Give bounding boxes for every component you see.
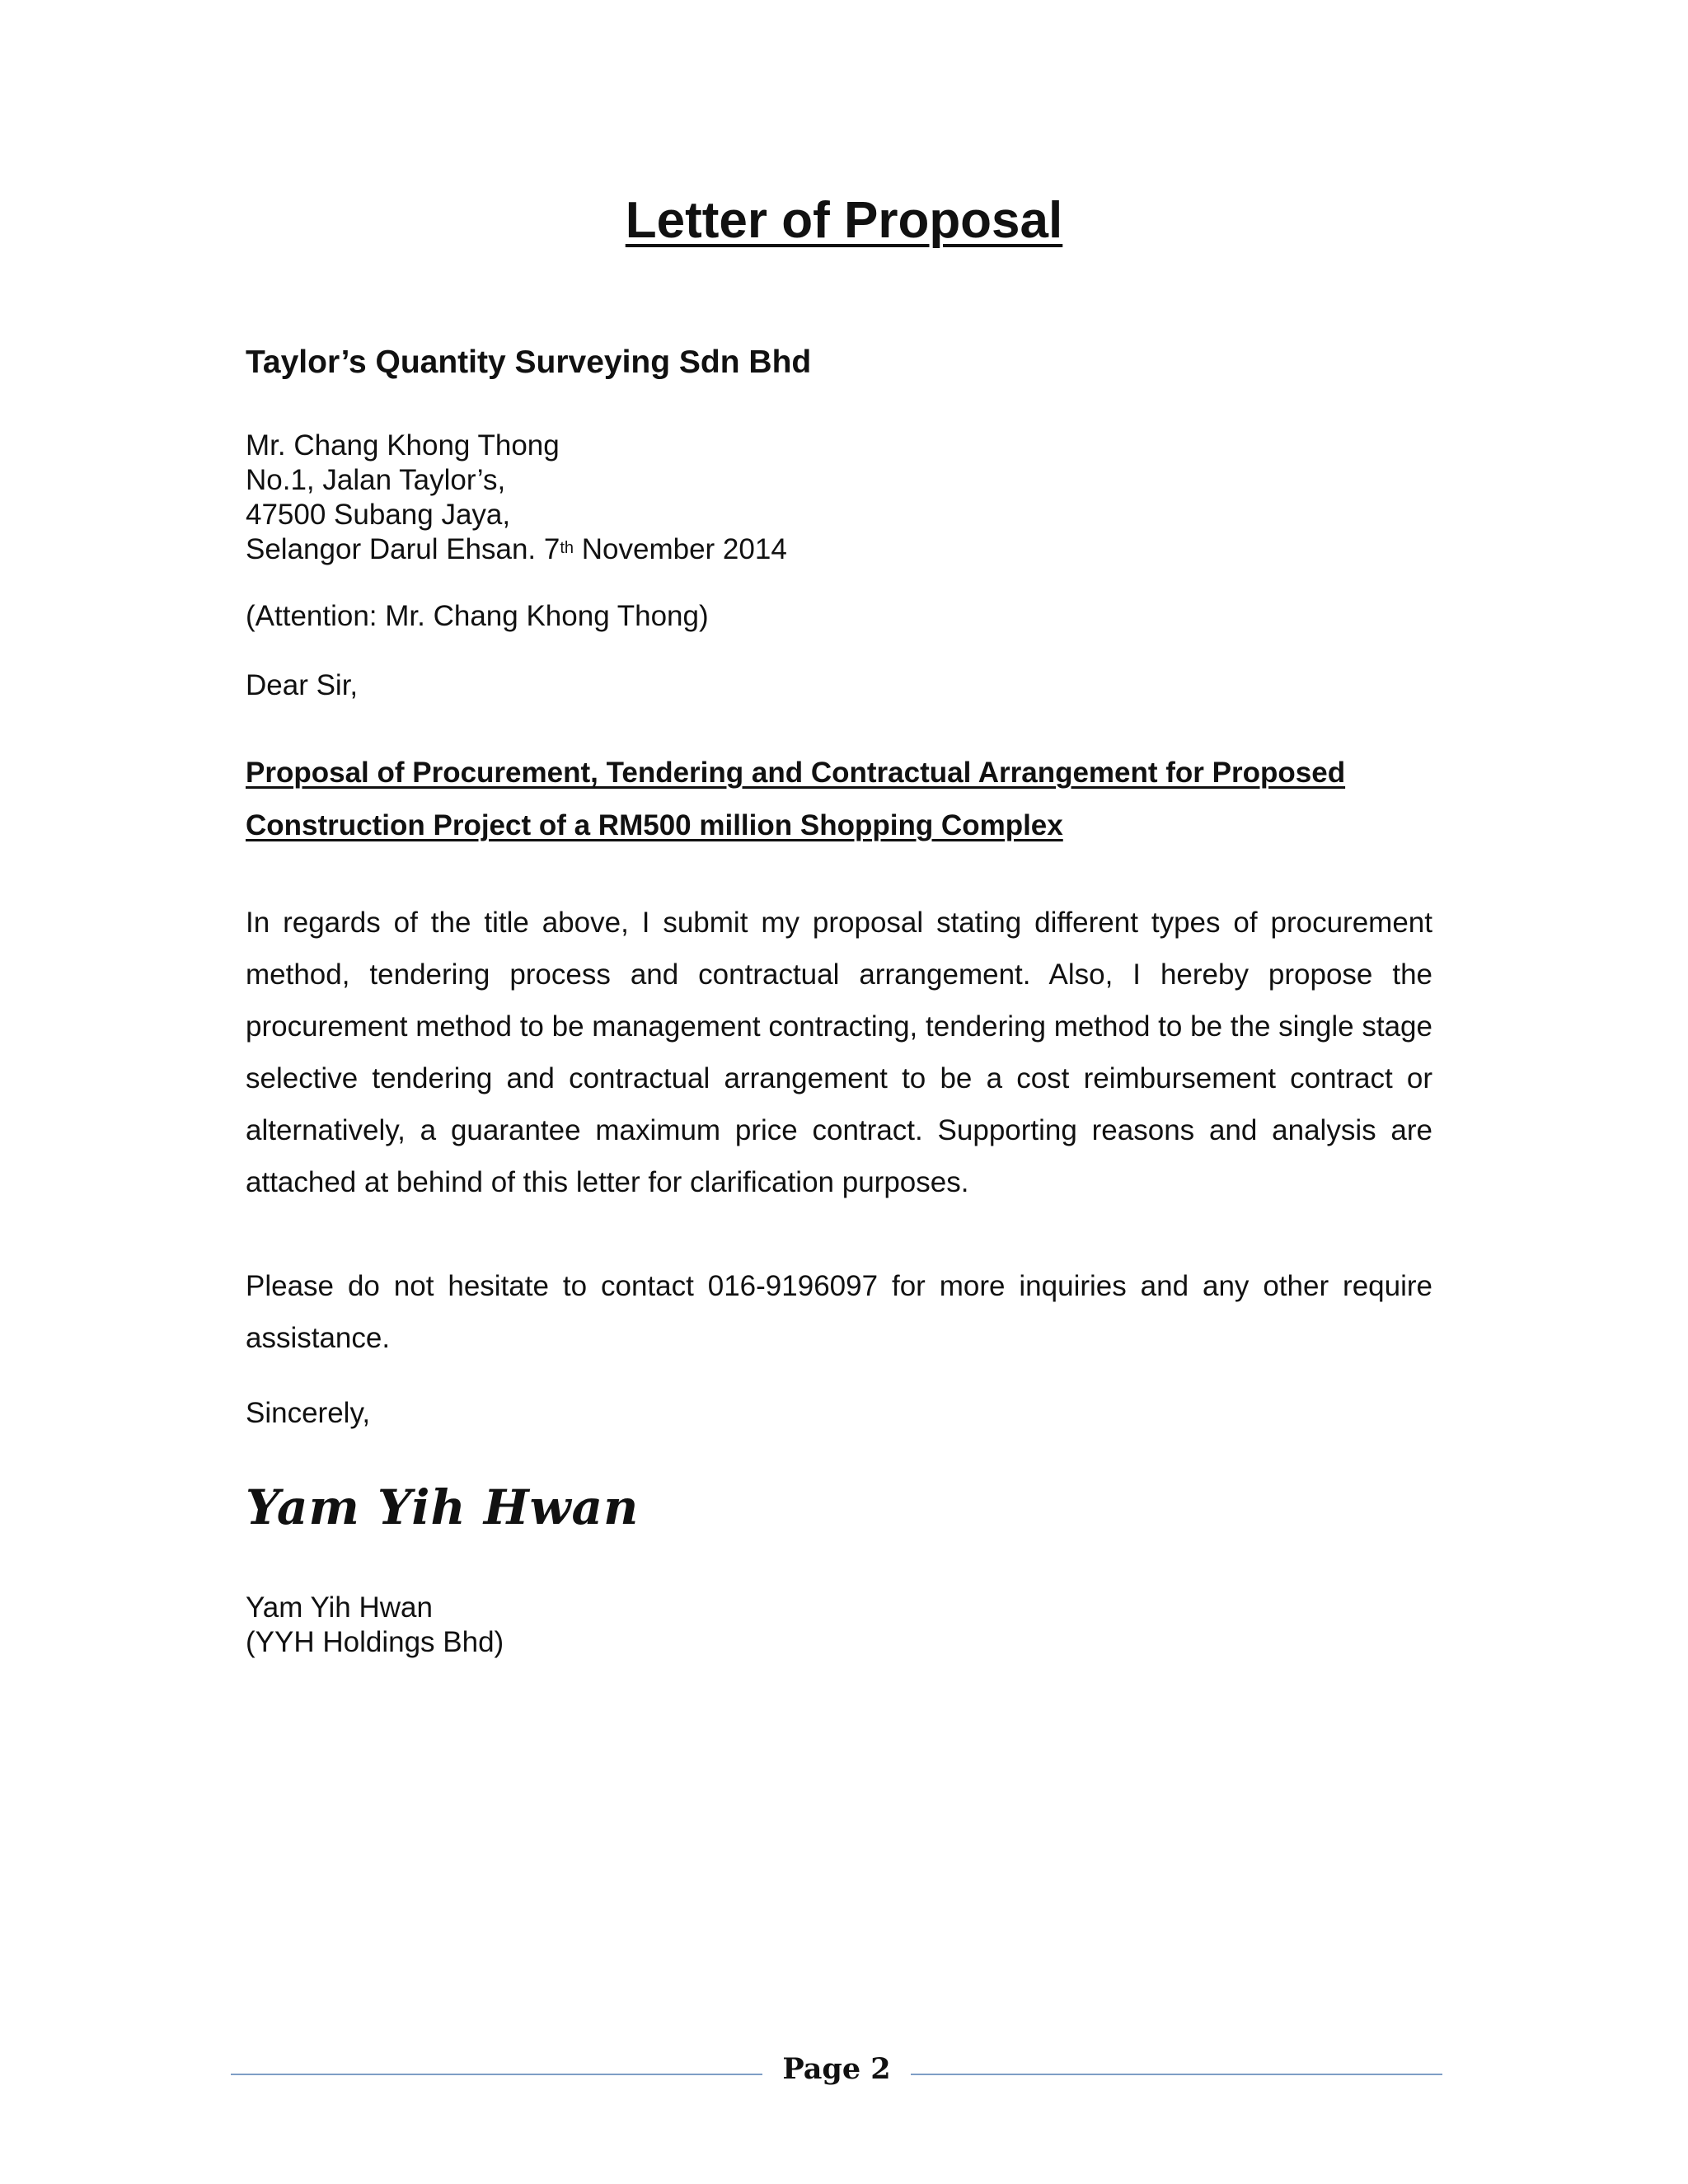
body-paragraph-1: In regards of the title above, I submit my proposal stating different types of procurement method, tendering process and contractual arrangement. Also, I hereby propose the procurement method to be management contracting, tendering method to be the single stage selective tendering and contractual arrangement to be a cost reimbursement contract or alternatively, a guarantee maximum price contract. Supporting reasons and analysis are attached at behind of this letter for clarification purposes. bbox=[246, 907, 1432, 1198]
recipient-address bbox=[246, 429, 787, 567]
address-line-3: 47500 Subang Jaya, bbox=[246, 499, 511, 531]
signer-organization: (YYH Holdings Bhd) bbox=[246, 1626, 504, 1658]
address-line-1: Mr. Chang Khong Thong bbox=[246, 429, 560, 462]
footer-rule-right bbox=[911, 2074, 1442, 2075]
address-line-4-date bbox=[246, 532, 787, 567]
document-title: Letter of Proposal bbox=[625, 192, 1063, 249]
signer-block bbox=[246, 1591, 504, 1660]
subject-heading: Proposal of Procurement, Tendering and Contractual Arrangement for Proposed Construction Project of a RM500 million Shopping Complex bbox=[246, 757, 1346, 841]
company-name: Taylor’s Quantity Surveying Sdn Bhd bbox=[246, 344, 812, 380]
closing: Sincerely, bbox=[246, 1397, 371, 1429]
page-footer bbox=[231, 2052, 1442, 2093]
body-paragraph-2: Please do not hesitate to contact 016-9196097 for more inquiries and any other require assistance. bbox=[246, 1270, 1432, 1354]
address-line-2: No.1, Jalan Taylor’s, bbox=[246, 464, 506, 496]
signer-name: Yam Yih Hwan bbox=[246, 1591, 433, 1624]
page-number: Page 2 bbox=[782, 2052, 891, 2086]
address-line-4-prefix: Selangor Darul Ehsan. 7 bbox=[246, 533, 560, 565]
salutation: Dear Sir, bbox=[246, 669, 359, 701]
address-line-4-suffix: November 2014 bbox=[574, 533, 787, 565]
footer-rule-left bbox=[231, 2074, 762, 2075]
attention-line: (Attention: Mr. Chang Khong Thong) bbox=[246, 600, 709, 632]
handwritten-signature: Yam Yih Hwan bbox=[246, 1479, 640, 1535]
date-ordinal-suffix: th bbox=[560, 539, 574, 557]
